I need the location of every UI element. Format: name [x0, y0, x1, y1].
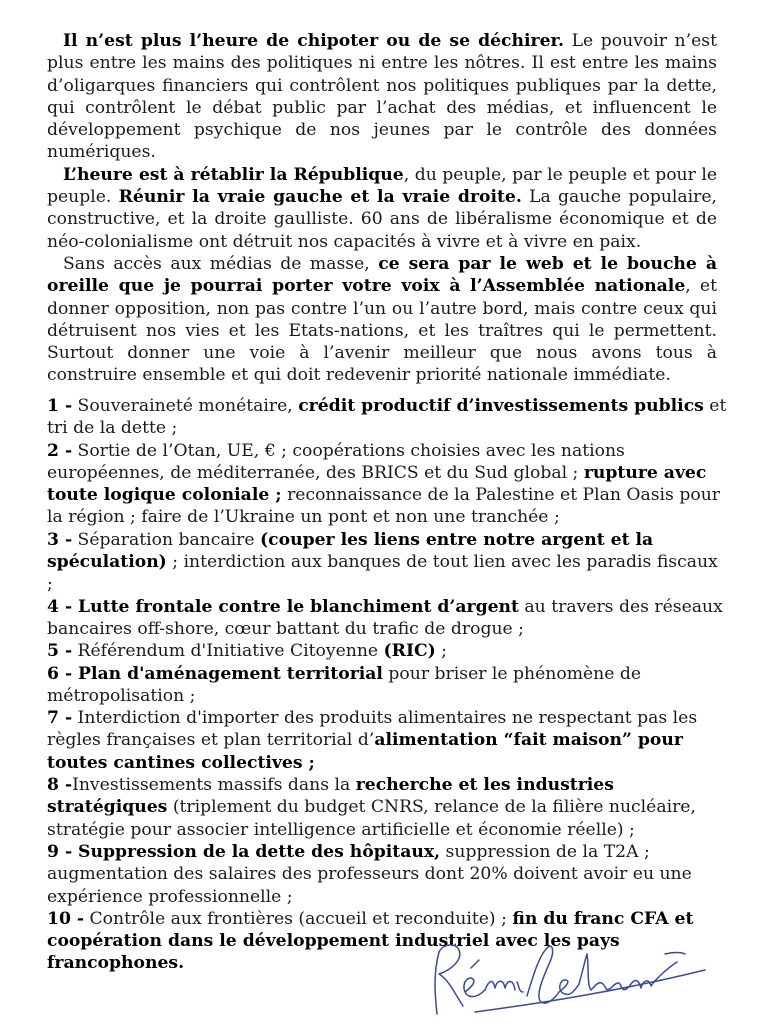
text-run: , du peuple, par le peuple et pour le peuple.: [47, 164, 717, 208]
text-run: Souveraineté monétaire,: [72, 396, 299, 416]
bold-text: 5 -: [47, 641, 73, 662]
bold-text: crédit productif d’investissements publics: [298, 396, 704, 416]
bold-text: alimentation “fait maison” pour toutes cantines collectives ;: [47, 730, 683, 773]
list-item-1: [47, 395, 727, 440]
text-run: Interdiction d'importer des produits alimentaires ne respectant pas les règles françaises et plan territorial d’: [47, 708, 698, 751]
intro-paragraph-3: [47, 253, 717, 387]
text-run: Le pouvoir n’est plus entre les mains des politiques ni entre les nôtres. Il est entre les mains d’oligarques financiers qui contrôlent nos politiques publiques par la dette, qui contrôlent le débat public par l’achat des médias, et influencent le développement psychique de nos jeunes par le contrôle des données numériques.: [47, 31, 717, 163]
text-run: Séparation bancaire: [72, 529, 261, 550]
text-run: Investissements massifs dans la: [72, 775, 356, 796]
bold-text: 2 -: [47, 440, 73, 461]
list-item-8: [47, 774, 727, 841]
list-item-5: [47, 640, 727, 662]
text-run: La gauche populaire, constructive, et la droite gaulliste. 60 ans de libéralisme économique et de néo-colonialisme ont détruit nos capacités à vivre et à vivre en paix.: [47, 187, 717, 252]
text-run: et tri de la dette ;: [47, 396, 727, 439]
text-run: , et donner opposition, non pas contre l’un ou l’autre bord, mais contre ceux qui détruisent nos vies et les Etats-nations, et les traîtres qui le permettent. Surtout donner une voie à l’avenir meilleur que nous avons tous à construire ensemble et qui doit redevenir priorité nationale immédiate.: [47, 276, 717, 386]
bold-text: L’heure est à rétablir la République: [63, 164, 404, 185]
list-item-6: [47, 663, 727, 708]
bold-text: 7 -: [47, 708, 73, 729]
text-run: Référendum d'Initiative Citoyenne: [72, 641, 384, 662]
list-item-9: [47, 841, 727, 908]
handwritten-signature: [415, 940, 715, 1024]
bold-text: 8 -: [47, 775, 73, 796]
bold-text: rupture avec toute logique coloniale ;: [47, 462, 707, 506]
text-run: Sortie de l’Otan, UE, € ; coopérations choisies avec les nations européennes, de méditerranée, des BRICS et du Sud global ;: [47, 440, 625, 483]
text-run: ; interdiction aux banques de tout lien avec les paradis fiscaux ;: [47, 552, 718, 595]
text-run: Sans accès aux médias de masse,: [63, 253, 379, 274]
intro-section: [47, 30, 717, 387]
bold-text: fin du franc CFA et coopération dans le développement industriel avec les pays francophones.: [47, 908, 694, 974]
bold-text: 9 - Suppression de la dette des hôpitaux,: [47, 841, 441, 862]
bold-text: recherche et les industries stratégiques: [47, 775, 614, 818]
text-run: reconnaissance de la Palestine et Plan Oasis pour la région ; faire de l’Ukraine un pont et non une tranchée ;: [47, 485, 720, 528]
bold-text: 4 - Lutte frontale contre le blanchiment d’argent: [47, 596, 519, 617]
program-list: [47, 395, 727, 975]
bold-text: 6 - Plan d'aménagement territorial: [47, 663, 383, 684]
bold-text: Il n’est plus l’heure de chipoter ou de se déchirer.: [63, 31, 565, 51]
text-run: (triplement du budget CNRS, relance de la filière nucléaire, stratégie pour associer intelligence artificielle et économie réelle) ;: [47, 797, 696, 840]
text-run: suppression de la T2A ; augmentation des salaires des professeurs dont 20% doivent avoir eu une expérience professionnelle ;: [47, 841, 692, 907]
text-run: ;: [435, 641, 448, 662]
bold-text: Réunir la vraie gauche et la vraie droite.: [118, 187, 522, 208]
text-run: Contrôle aux frontières (accueil et reconduite) ;: [84, 908, 513, 929]
text-run: au travers des réseaux bancaires off-shore, cœur battant du trafic de drogue ;: [47, 596, 723, 639]
bold-text: 10 -: [47, 908, 85, 929]
bold-text: (RIC): [383, 641, 436, 662]
bold-text: ce sera par le web et le bouche à oreille que je pourrai porter votre voix à l’Assemblée nationale: [47, 253, 717, 297]
list-item-7: [47, 707, 727, 774]
list-item-3: [47, 529, 727, 596]
intro-paragraph-1: [47, 30, 717, 164]
intro-paragraph-2: [47, 164, 717, 253]
list-item-2: [47, 440, 727, 529]
text-run: pour briser le phénomène de métropolisation ;: [47, 663, 642, 706]
bold-text: 3 -: [47, 529, 73, 550]
bold-text: 1 -: [47, 396, 73, 416]
bold-text: (couper les liens entre notre argent et la spéculation): [47, 529, 654, 573]
list-item-4: [47, 596, 727, 641]
